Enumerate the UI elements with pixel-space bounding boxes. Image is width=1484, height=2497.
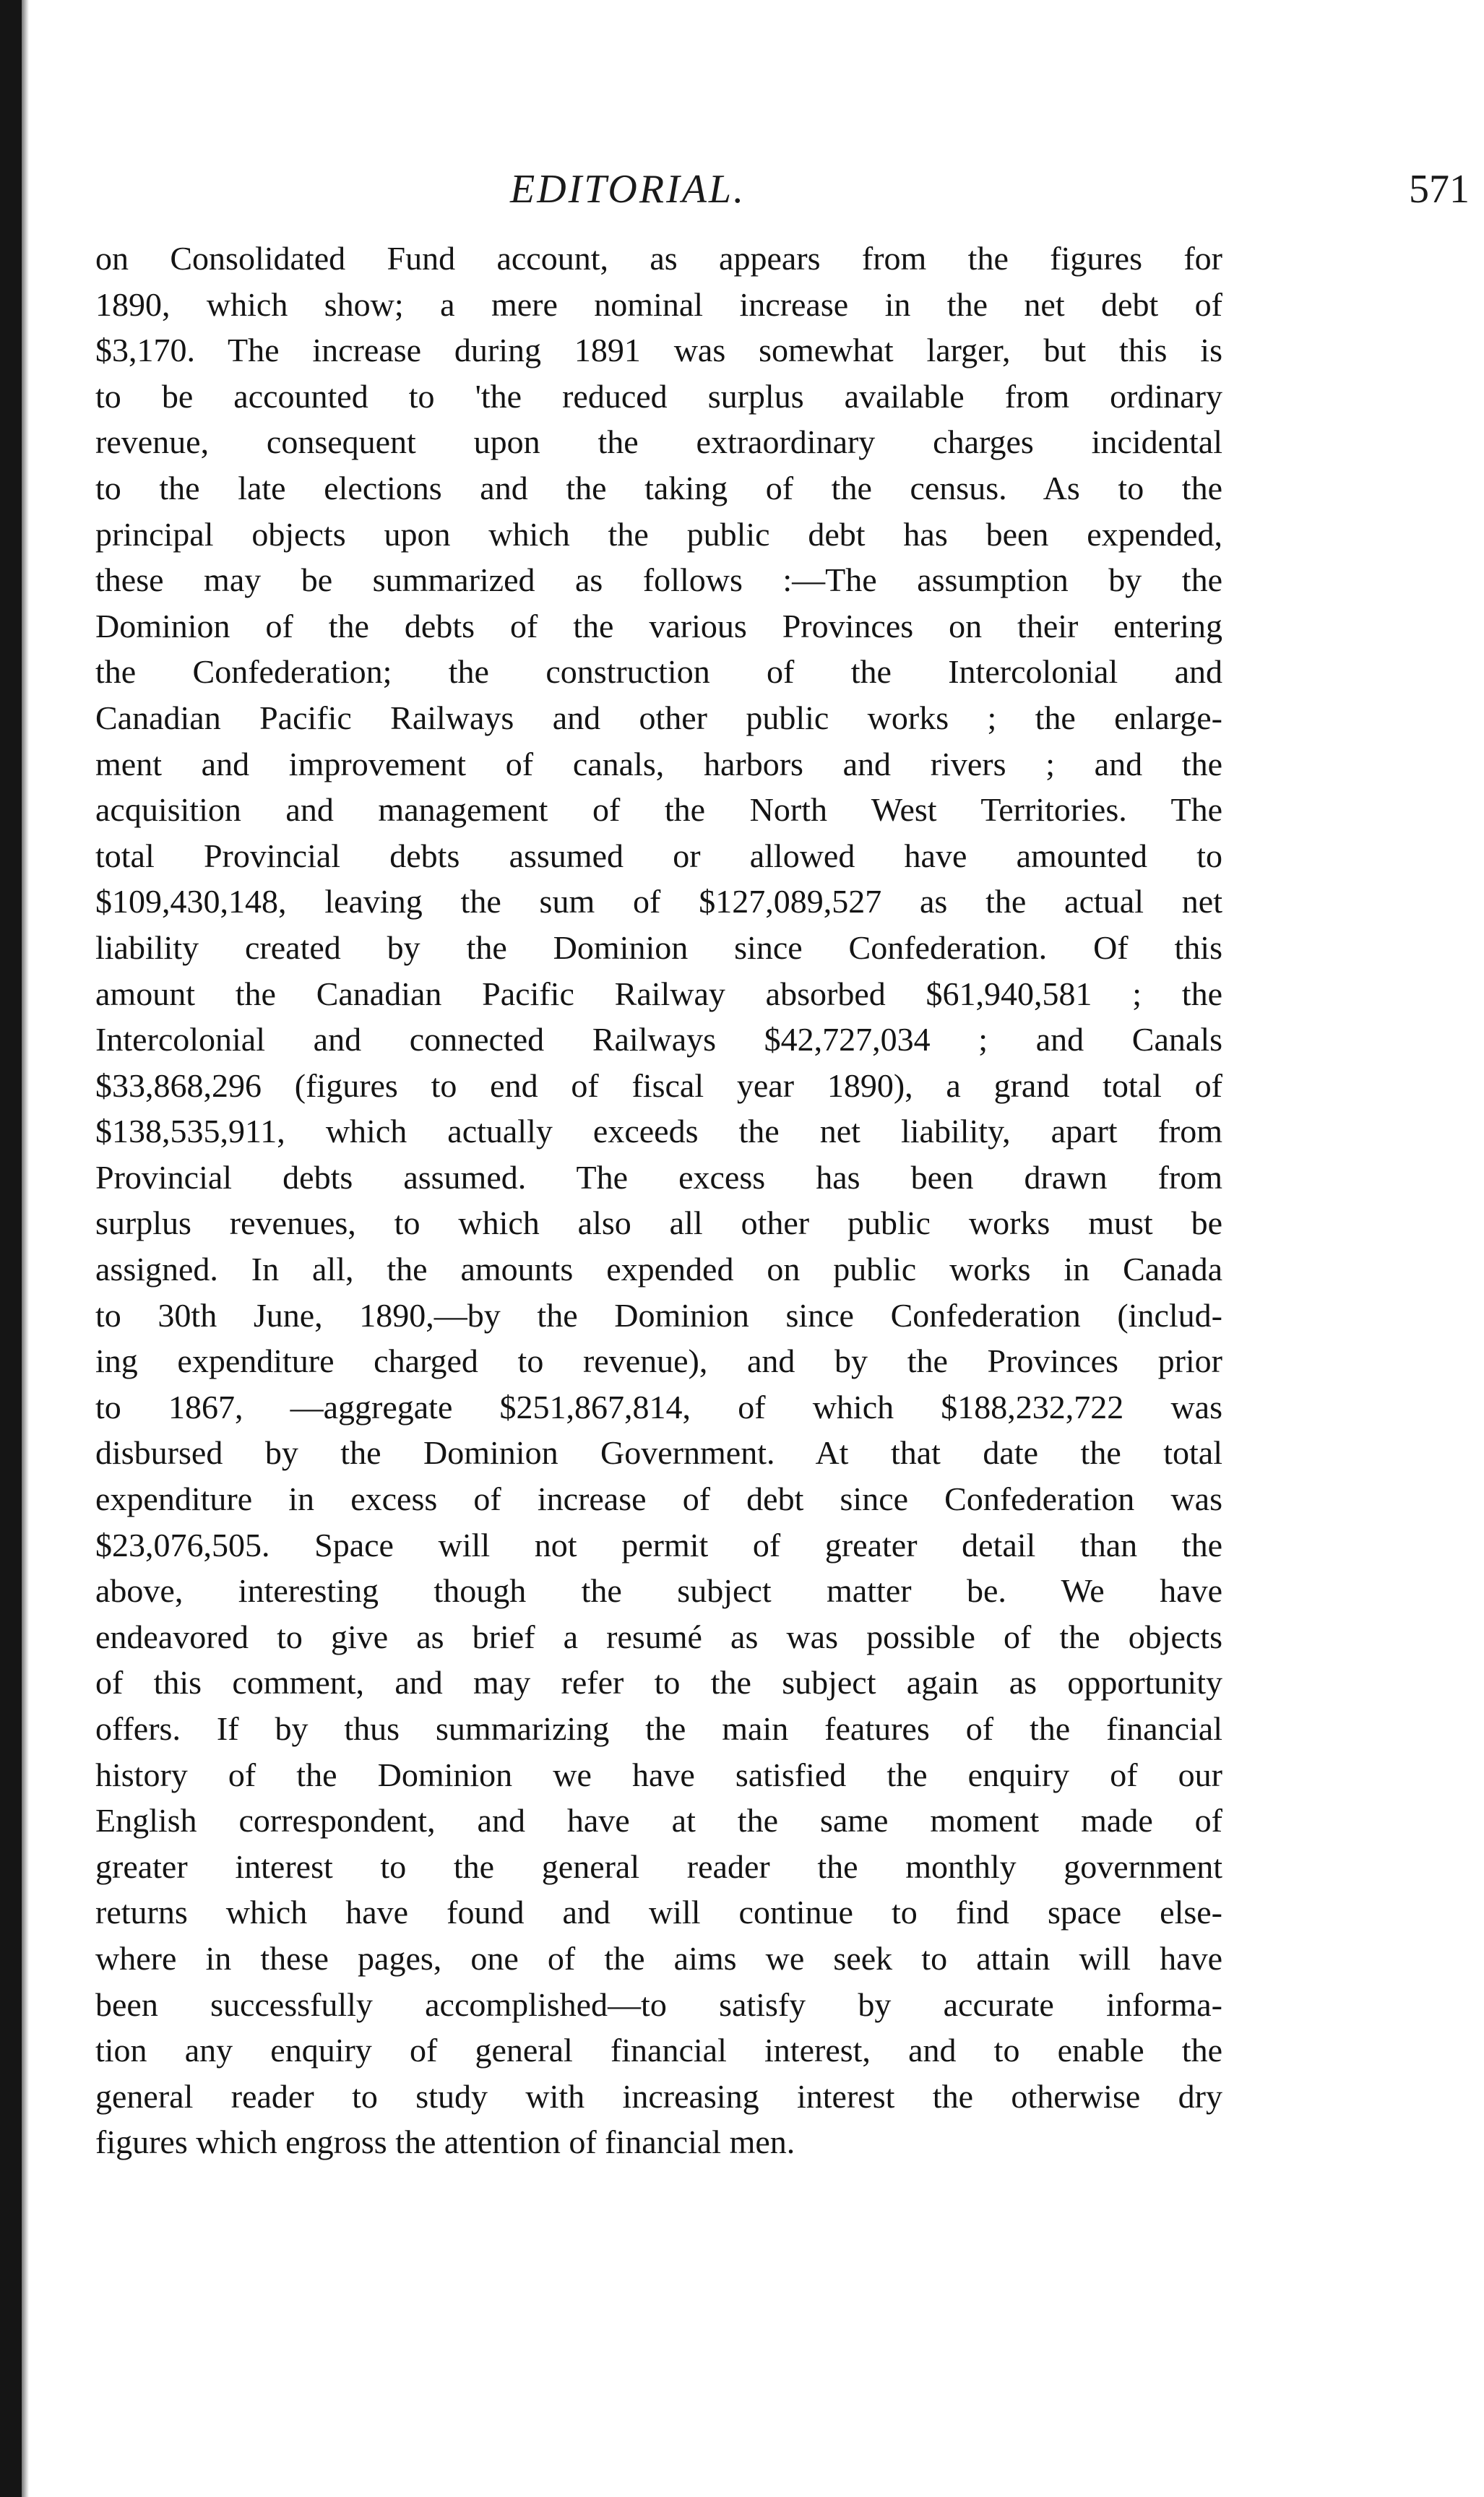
text-line: amount the Canadian Pacific Railway absorbed $61,940,581 ; the bbox=[95, 975, 1222, 1012]
running-head bbox=[0, 160, 1484, 218]
text-line: tion any enquiry of general financial interest, and to enable the bbox=[95, 2032, 1222, 2069]
text-line: assigned. In all, the amounts expended on public works in Canada bbox=[95, 1251, 1222, 1288]
text-line: $23,076,505. Space will not permit of greater detail than the bbox=[95, 1526, 1222, 1564]
text-line: ment and improvement of canals, harbors and rivers ; and the bbox=[95, 745, 1222, 782]
text-line: $109,430,148, leaving the sum of $127,089,527 as the actual net bbox=[95, 883, 1222, 920]
text-line: returns which have found and will continue to find space else- bbox=[95, 1894, 1222, 1931]
page-binding-shadow bbox=[22, 0, 29, 2497]
running-head-title: EDITORIAL. bbox=[510, 167, 746, 212]
text-line: acquisition and management of the North West Territories. The bbox=[95, 791, 1222, 829]
text-line: ing expenditure charged to revenue), and by the Provinces prior bbox=[95, 1342, 1222, 1380]
page-binding-edge bbox=[0, 0, 22, 2497]
text-line: the Confederation; the construction of the Intercolonial and bbox=[95, 653, 1222, 691]
text-line: liability created by the Dominion since Confederation. Of this bbox=[95, 928, 1222, 966]
text-line: revenue, consequent upon the extraordinary charges incidental bbox=[95, 423, 1222, 461]
editorial-body bbox=[95, 236, 1222, 2165]
text-line: of this comment, and may refer to the subject again as opportunity bbox=[95, 1664, 1222, 1702]
text-line: above, interesting though the subject matter be. We have bbox=[95, 1572, 1222, 1610]
text-line: these may be summarized as follows :—The assumption by the bbox=[95, 561, 1222, 599]
text-line: on Consolidated Fund account, as appears from the figures for bbox=[95, 240, 1222, 277]
page-number: 571 bbox=[1409, 167, 1470, 212]
text-line: figures which engross the attention of financial men. bbox=[95, 2123, 795, 2161]
text-line: Provincial debts assumed. The excess has been drawn from bbox=[95, 1158, 1222, 1196]
text-line: offers. If by thus summarizing the main features of the financial bbox=[95, 1710, 1222, 1747]
text-line: to 30th June, 1890,—by the Dominion since Confederation (includ- bbox=[95, 1296, 1222, 1334]
text-line: expenditure in excess of increase of debt since Confederation was bbox=[95, 1480, 1222, 1518]
text-line: endeavored to give as brief a resumé as was possible of the objects bbox=[95, 1618, 1222, 1655]
text-line: Intercolonial and connected Railways $42,727,034 ; and Canals bbox=[95, 1021, 1222, 1058]
text-line: disbursed by the Dominion Government. At that date the total bbox=[95, 1434, 1222, 1472]
text-line: surplus revenues, to which also all other public works must be bbox=[95, 1204, 1222, 1242]
text-line: Canadian Pacific Railways and other public works ; the enlarge- bbox=[95, 699, 1222, 736]
text-line: to be accounted to 'the reduced surplus available from ordinary bbox=[95, 377, 1222, 415]
text-line: $3,170. The increase during 1891 was somewhat larger, but this is bbox=[95, 332, 1222, 369]
text-line: total Provincial debts assumed or allowed have amounted to bbox=[95, 837, 1222, 874]
text-line: been successfully accomplished—to satisfy by accurate informa- bbox=[95, 1985, 1222, 2023]
text-line: $33,868,296 (figures to end of fiscal year 1890), a grand total of bbox=[95, 1066, 1222, 1104]
text-line: history of the Dominion we have satisfied the enquiry of our bbox=[95, 1756, 1222, 1793]
text-line: 1890, which show; a mere nominal increase in the net debt of bbox=[95, 285, 1222, 323]
text-line: where in these pages, one of the aims we seek to attain will have bbox=[95, 1939, 1222, 1977]
text-line: general reader to study with increasing interest the otherwise dry bbox=[95, 2077, 1222, 2115]
text-line: $138,535,911, which actually exceeds the net liability, apart from bbox=[95, 1113, 1222, 1150]
text-line: greater interest to the general reader the monthly government bbox=[95, 1847, 1222, 1885]
text-line: to 1867, —aggregate $251,867,814, of which $188,232,722 was bbox=[95, 1388, 1222, 1426]
text-line: English correspondent, and have at the same moment made of bbox=[95, 1802, 1222, 1840]
text-line: to the late elections and the taking of the census. As to the bbox=[95, 469, 1222, 506]
text-line: Dominion of the debts of the various Provinces on their entering bbox=[95, 607, 1222, 644]
text-line: principal objects upon which the public debt has been expended, bbox=[95, 515, 1222, 553]
